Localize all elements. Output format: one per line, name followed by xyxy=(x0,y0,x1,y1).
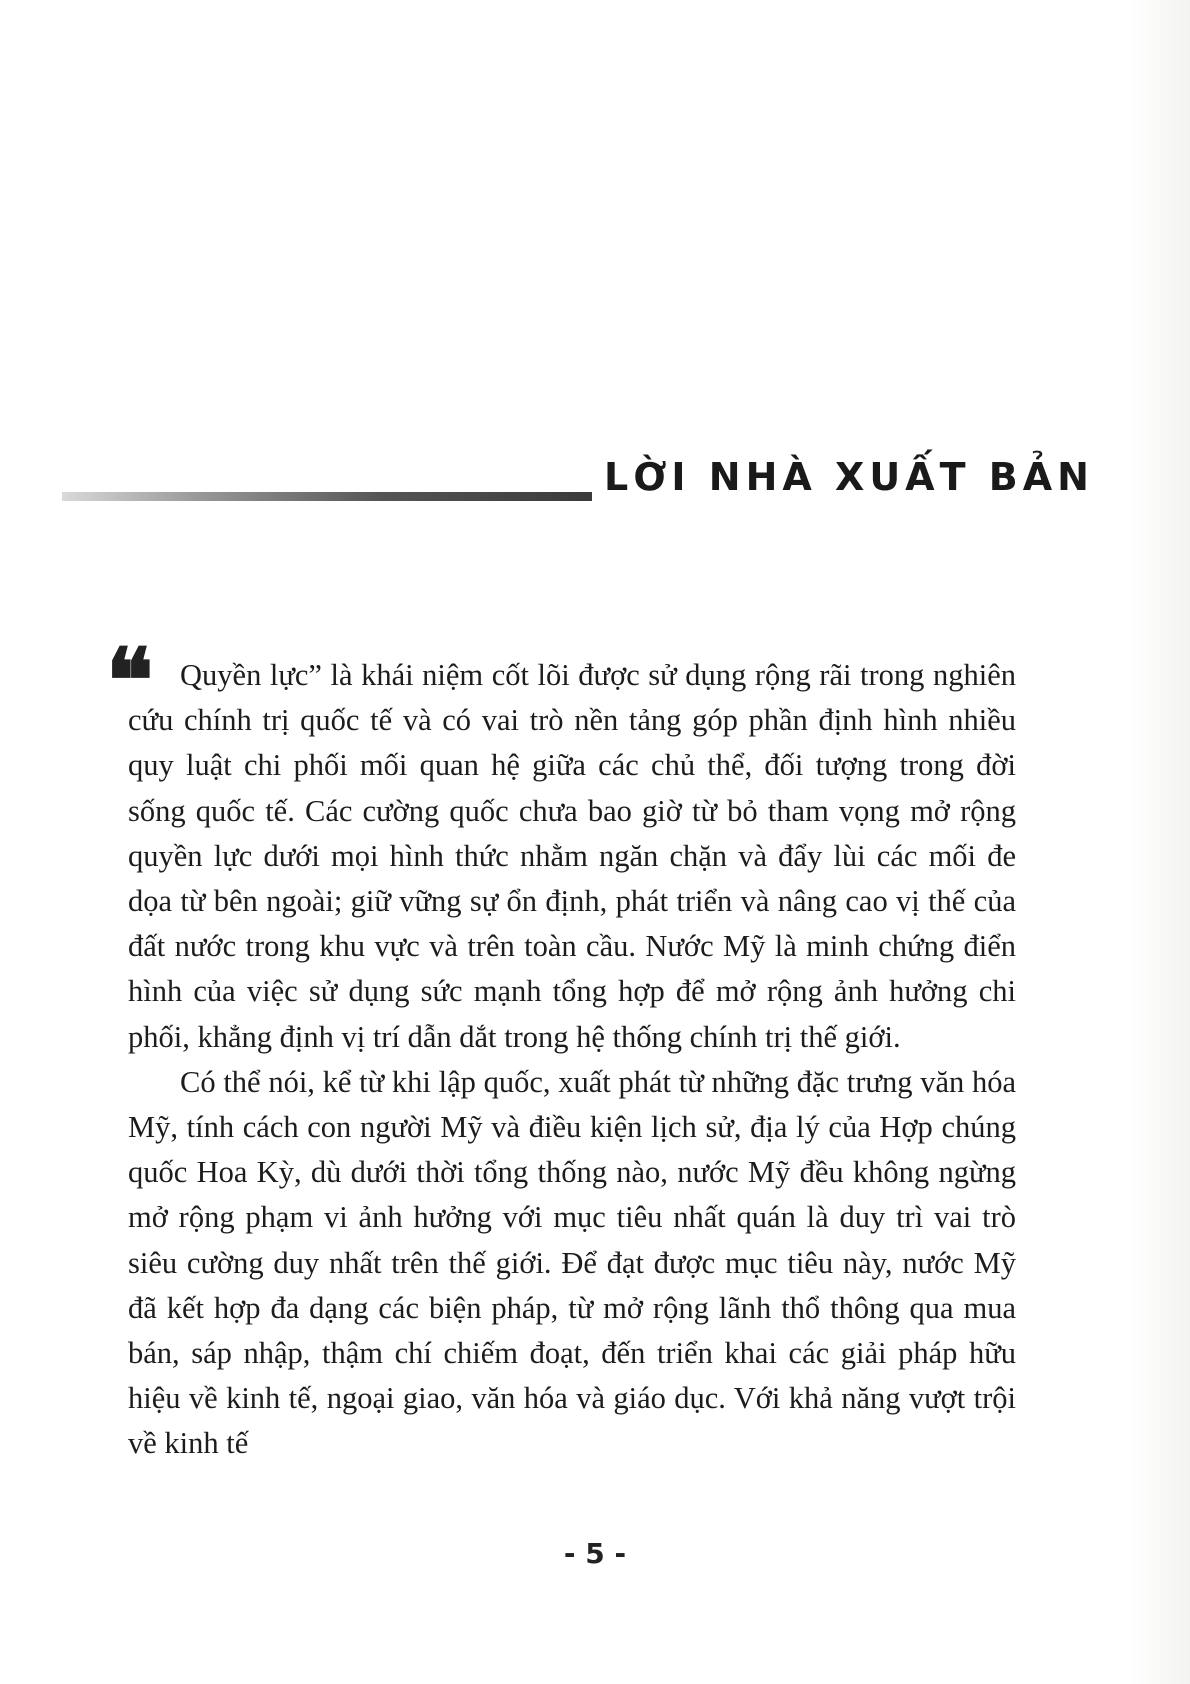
paragraph: Có thể nói, kể từ khi lập quốc, xuất phát từ những đặc trưng văn hóa Mỹ, tính cách con người Mỹ và điều kiện lịch sử, địa lý của Hợp chúng quốc Hoa Kỳ, dù dưới thời tổng thống nào, nước Mỹ đều không ngừng mở rộng phạm vi ảnh hưởng với mục tiêu nhất quán là duy trì vai trò siêu cường duy nhất trên thế giới. Để đạt được mục tiêu này, nước Mỹ đã kết hợp đa dạng các biện pháp, từ mở rộng lãnh thổ thông qua mua bán, sáp nhập, thậm chí chiếm đoạt, đến triển khai các giải pháp hữu hiệu về kinh tế, ngoại giao, văn hóa và giáo dục. Với khả năng vượt trội về kinh tế xyxy=(128,1064,1016,1461)
page-number: - 5 - xyxy=(563,1537,627,1570)
opening-quote-icon: ❝ xyxy=(106,628,148,732)
page-edge-shadow xyxy=(1130,0,1190,1684)
chapter-heading: LỜI NHÀ XUẤT BẢN xyxy=(604,455,1094,499)
body-text xyxy=(128,653,1016,1467)
heading-rule xyxy=(62,492,592,501)
paragraph: Quyền lực” là khái niệm cốt lõi được sử dụng rộng rãi trong nghiên cứu chính trị quốc tế và có vai trò nền tảng góp phần định hình nhiều quy luật chi phối mối quan hệ giữa các chủ thể, đối tượng trong đời sống quốc tế. Các cường quốc chưa bao giờ từ bỏ tham vọng mở rộng quyền lực dưới mọi hình thức nhằm ngăn chặn và đẩy lùi các mối đe dọa từ bên ngoài; giữ vững sự ổn định, phát triển và nâng cao vị thế của đất nước trong khu vực và trên toàn cầu. Nước Mỹ là minh chứng điển hình của việc sử dụng sức mạnh tổng hợp để mở rộng ảnh hưởng chi phối, khẳng định vị trí dẫn dắt trong hệ thống chính trị thế giới. xyxy=(128,658,1016,1054)
